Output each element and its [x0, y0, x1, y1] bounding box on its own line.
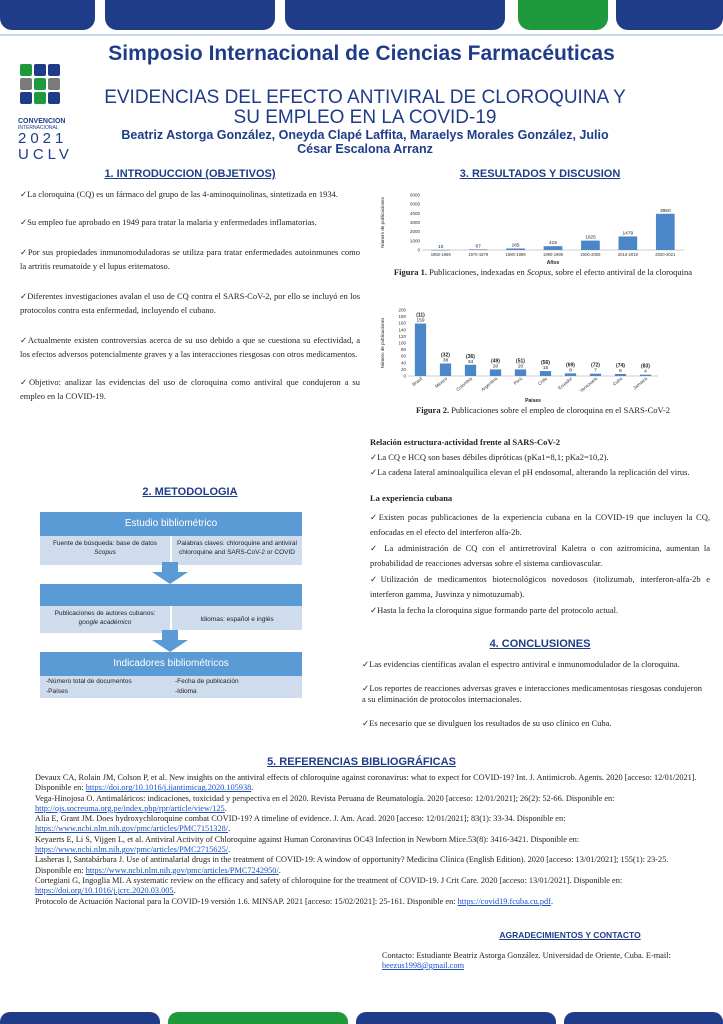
- bar: [431, 250, 450, 251]
- method-box2-left: [40, 606, 170, 633]
- logo-year: 2021: [18, 130, 68, 147]
- x-tick-label: Ecuador: [557, 375, 574, 391]
- y-axis-label: Número de publicaciones: [380, 317, 385, 369]
- reference-end: .: [224, 803, 227, 813]
- reference-end: .: [550, 896, 554, 906]
- method-box3-title: Indicadores bibliométricos: [40, 652, 302, 676]
- bar: [469, 249, 488, 250]
- contact-text: Contacto: Estudiante Beatriz Astorga González. Universidad de Oriente, Cuba. E-mail:: [382, 951, 671, 960]
- x-tick-label: Colombia: [455, 375, 474, 392]
- references-list: [35, 773, 697, 907]
- bar: [565, 373, 576, 376]
- sar-title: Relación estructura-actividad frente al SARS-CoV-2: [370, 437, 560, 447]
- x-tick-label: 1970-1979: [468, 252, 489, 257]
- sar-item: ✓La cadena lateral aminoalquílica elevan el pH endosomal, alterando la replicación del virus.: [370, 467, 690, 477]
- rank-label: (69): [566, 362, 575, 369]
- method-box1-right: Palabras claves: chloroquine and antiviral chloroquine and SARS-CoV-2 or COVID: [172, 536, 302, 565]
- bar: [544, 246, 563, 250]
- data-label: 38: [442, 358, 449, 364]
- reference-item: [35, 773, 697, 794]
- bar: [415, 324, 426, 376]
- reference-end: .: [278, 865, 281, 875]
- reference-text: Devaux CA, Rolain JM, Colson P, et al. New insights on the antiviral effects of chloroquine against coronavirus: what to expect for COVID-19? Int. J. Antimicrob. Agents. 2020 [acceso: 12/01/2021]. Disponible en:: [35, 773, 697, 793]
- rank-label: (72): [591, 362, 600, 369]
- y-tick-label: 100: [398, 340, 406, 346]
- bar: [465, 365, 476, 376]
- data-label: 6: [619, 369, 622, 375]
- reference-link[interactable]: http://ojs.socreuma.org.pe/index.php/rpr/article/view/125: [35, 803, 225, 813]
- y-tick-label: 180: [398, 314, 406, 320]
- figure1-chart: [378, 188, 698, 266]
- figure1-text-b: , sobre el efecto antiviral de la cloroquina: [550, 267, 693, 277]
- rank-label: (51): [516, 358, 525, 365]
- bar: [440, 363, 451, 376]
- reference-link[interactable]: https://www.ncbi.nlm.nih.gov/pmc/articles/PMC7242950/: [85, 865, 279, 875]
- rank-label: (32): [441, 352, 450, 359]
- poster-title: Simposio Internacional de Ciencias Farmacéuticas: [108, 42, 615, 65]
- search-source-db: Scopus: [94, 549, 116, 556]
- y-tick-label: 120: [398, 333, 406, 339]
- header-tab-3: [285, 0, 505, 30]
- reference-link[interactable]: https://doi.org/10.1016/j.ijantimicag.2020.105938: [85, 783, 252, 793]
- contact-email-link[interactable]: beezus1998@gmail.com: [382, 961, 465, 970]
- bar: [490, 369, 501, 376]
- indicator-countries: -Países: [46, 688, 69, 695]
- cuba-title: La experiencia cubana: [370, 493, 453, 503]
- y-tick-label: 80: [400, 347, 406, 353]
- header-tab-4: [518, 0, 608, 30]
- reference-link[interactable]: https://www.ncbi.nlm.nih.gov/pmc/articles/PMC7151328/: [35, 824, 229, 834]
- y-tick-label: 3000: [409, 220, 420, 225]
- sar-item: ✓La CQ e HCQ son bases débiles dipróticas (pKa1=8,1; pKa2=10,2).: [370, 452, 609, 462]
- x-tick-label: 2010-2019: [617, 252, 638, 257]
- reference-item: [35, 814, 697, 835]
- data-label: 165: [511, 243, 520, 249]
- bar: [506, 248, 525, 250]
- x-tick-label: México: [434, 375, 449, 389]
- references-heading: 5. REFERENCIAS BIBLIOGRÁFICAS: [267, 756, 456, 768]
- conclusion-text: Las evidencias científicas avalan el espectro antiviral e inmunomodulador de la cloroquina.: [369, 659, 680, 669]
- reference-text: Protocolo de Actuación Nacional para la COVID-19 versión 1.6. MINSAP. 2021 [acceso: 15/02/2021]: 25-161. Disponible en:: [35, 896, 458, 906]
- bar: [640, 375, 651, 376]
- conclusions-body: [362, 659, 702, 729]
- sar-item-text: La CQ e HCQ son bases débiles dipróticas (pKa1=8,1; pKa2=10,2).: [377, 452, 609, 462]
- data-label: 7: [594, 368, 597, 374]
- bar: [515, 369, 526, 376]
- reference-text: Keyaerts E, Li S, Vijgen L, et al. Antiviral Activity of Chloroquine against Human Coronavirus OC43 Infection in Newborn Mice.53(8): 3416-3421. Disponible en:: [35, 834, 580, 844]
- x-tick-label: Argentina: [480, 375, 499, 393]
- rank-label: (56): [541, 360, 550, 367]
- poster-subtitle: EVIDENCIAS DEL EFECTO ANTIVIRAL DE CLOROQUINA Y SU EMPLEO EN LA COVID-19: [104, 87, 626, 128]
- figure1-label: Figura 1.: [393, 267, 427, 277]
- x-tick-label: Brasil: [411, 375, 424, 388]
- conclusion-item: ✓Es necesario que se divulguen los resultados de su uso clínico en Cuba.: [362, 718, 612, 728]
- header-tab-1: [0, 0, 95, 30]
- reference-link[interactable]: https://www.ncbi.nlm.nih.gov/pmc/articles/PMC2715625/: [35, 845, 229, 855]
- reference-item: [35, 855, 697, 876]
- event-logo: [18, 64, 73, 164]
- bar: [615, 374, 626, 376]
- intro-paragraph: ✓Objetivo: analizar las evidencias del uso de cloroquina como antiviral que condujeron a su empleo en la COVID-19.: [20, 377, 360, 401]
- data-label: 20: [492, 364, 499, 370]
- y-tick-label: 2000: [409, 229, 420, 235]
- y-tick-label: 140: [398, 327, 406, 333]
- y-tick-label: 4000: [409, 210, 420, 216]
- figure2-caption: [378, 405, 708, 415]
- data-label: 34: [467, 359, 474, 365]
- footer-tab-3: [356, 1012, 556, 1024]
- contact-block: [382, 951, 682, 971]
- y-tick-label: 160: [398, 320, 406, 326]
- cuban-pubs-label: Publicaciones de autores cubanos:: [54, 610, 156, 617]
- data-label: 1479: [622, 231, 634, 237]
- y-tick-label: 0: [403, 373, 406, 379]
- rank-label: (83): [641, 363, 650, 370]
- figure2-text: Publicaciones sobre el empleo de cloroquina en el SARS-CoV-2: [449, 405, 670, 415]
- indicator-docs: -Número total de documentos: [46, 678, 132, 685]
- intro-paragraph: ✓Actualmente existen controversias acerca de su uso debido a que se cuestiona su efectividad, a los efectos adversos potencialmente graves y a las interacciones riesgosas con otros medicamentos.: [20, 335, 360, 359]
- method-box1-left: [40, 536, 170, 565]
- header-tab-5: [616, 0, 723, 30]
- y-tick-label: 200: [398, 307, 406, 313]
- data-label: 4: [644, 369, 647, 375]
- reference-text: Lasheras I, Santabárbara J. Use of antimalarial drugs in the treatment of COVID-19: A window of opportunity? Medicina Clínica (English Edition). 2020 [acceso: 13/01/2021]; 155(1): 23-25. Disponible en:: [35, 855, 669, 875]
- conclusion-text: Es necesario que se divulguen los resultados de su uso clínico en Cuba.: [369, 718, 612, 728]
- reference-link[interactable]: https://covid19.fcuba.cu.pdf: [457, 896, 551, 906]
- reference-end: .: [173, 886, 176, 896]
- x-tick-label: Venezuela: [578, 375, 599, 394]
- intro-text-3: Por sus propiedades inmunomoduladoras se utiliza para tratar enfermedades autoinmunes como la artritis reumatoide y el lupus eritematoso.: [20, 247, 360, 271]
- reference-end: .: [251, 783, 254, 793]
- header-tab-2: [105, 0, 275, 30]
- y-axis-label: Número de publicaciones: [380, 197, 385, 248]
- figure1-caption: [378, 267, 708, 277]
- data-label: 10: [438, 244, 444, 250]
- reference-item: [35, 876, 697, 897]
- method-box2-bar: [40, 584, 302, 606]
- x-tick-label: 2020-2021: [655, 252, 676, 257]
- reference-text: Cortegiani G, Ingoglia MI. A systematic review on the efficacy and safety of chloroquine for the treatment of COVID-19. J Crit Care. 2020 [acceso: 13/01/2021]. Disponible en:: [35, 875, 623, 885]
- cuba-item: ✓ La administración de CQ con el antirretroviral Kaletra o con azitromicina, aumentan la probabilidad de reacciones adversas sobre el sistema cardiovascular.: [370, 542, 710, 568]
- data-label: 159: [416, 318, 425, 324]
- data-label: 20: [517, 364, 524, 370]
- data-label: 8: [569, 368, 572, 374]
- cuba-section: [370, 491, 710, 618]
- rank-label: (74): [616, 363, 625, 370]
- intro-text-6: Objetivo: analizar las evidencias del uso de cloroquina como antiviral que condujeron a su empleo en la COVID-19.: [20, 377, 360, 401]
- figure2-label: Figura 2.: [416, 405, 450, 415]
- reference-item: [35, 794, 697, 815]
- cuba-item: ✓Existen pocas publicaciones de la experiencia cubana en la COVID-19 que incluyen la CQ, enfocadas en el efecto del interferon alfa-2b.: [370, 511, 710, 537]
- bar: [581, 241, 600, 250]
- footer-tab-2: [168, 1012, 348, 1024]
- reference-text: Alia E, Grant JM. Does hydroxychloroquine combat COVID-19? A timeline of evidence. J. Am. Acad. 2020 [acceso: 12/01/2021]; 83(1): 33-34. Disponible en:: [35, 814, 566, 824]
- reference-item: [35, 835, 697, 856]
- intro-text-5: Actualmente existen controversias acerca de su uso debido a que se cuestiona su efectividad, a los efectos adversos potencialmente graves y a las interacciones riesgosas con otros medicamentos.: [20, 335, 360, 359]
- cuba-item: ✓Utilización de medicamentos biotecnológicos novedosos (itolizumab, interferon-alfa-2b e interferon gamma, Jusvinza y nimotuzumab).: [370, 573, 711, 599]
- footer-tab-1: [0, 1012, 160, 1024]
- conclusion-item: ✓Las evidencias científicas avalan el espectro antiviral e inmunomodulador de la cloroquina.: [362, 659, 680, 669]
- y-tick-label: 0: [417, 247, 420, 253]
- intro-paragraph: ✓Por sus propiedades inmunomoduladoras se utiliza para tratar enfermedades autoinmunes como la artritis reumatoide y el lupus eritematoso.: [20, 247, 360, 271]
- x-axis-label: Años: [546, 260, 560, 266]
- data-label: 15: [542, 366, 549, 372]
- reference-end: .: [228, 824, 231, 834]
- arrow-down-icon: [150, 562, 190, 584]
- method-box1-title: Estudio bibliométrico: [40, 512, 302, 536]
- x-tick-label: 1950-1969: [430, 252, 451, 257]
- rank-label: (49): [491, 358, 500, 365]
- cuba-item-text: Hasta la fecha la cloroquina sigue formando parte del protocolo actual.: [377, 604, 619, 615]
- sar-section: [370, 435, 710, 480]
- cuban-pubs-source: google académico: [78, 619, 132, 626]
- figure1-text-em: Scopus: [526, 267, 551, 277]
- reference-link[interactable]: https://doi.org/10.1016/j.jcrc.2020.03.005: [35, 886, 174, 896]
- conclusion-item: ✓Los reportes de reacciones adversas graves e interacciones medicamentosas riesgosas condujeron a su eliminación de protocolos internacionales.: [362, 683, 702, 704]
- reference-text: Vega-Hinojosa O. Antimaláricos: indicaciones, toxicidad y perspectiva en el 2020. Revista Peruana de Reumatología. 2020 [acceso: 12/01/2021]; 26(2): 52-66. Disponible en:: [35, 793, 615, 803]
- bar: [619, 236, 638, 250]
- logo-org: UCLV: [18, 146, 73, 163]
- cuba-item-text: Existen pocas publicaciones de la experiencia cubana en la COVID-19 que incluyen la CQ, enfocadas en el efecto del interferon alfa-2b.: [370, 511, 710, 537]
- x-tick-label: 1980-1989: [505, 252, 526, 257]
- x-tick-label: Perú: [512, 375, 524, 386]
- intro-text-1: La cloroquina (CQ) es un fármaco del grupo de las 4-aminoquinolinas, sintetizada en 1934.: [27, 189, 338, 199]
- figure2-chart: [378, 306, 678, 404]
- data-label: 415: [548, 241, 558, 247]
- indicator-language: -Idioma: [175, 688, 197, 695]
- y-tick-label: 1000: [409, 238, 420, 244]
- reference-item: [35, 897, 697, 907]
- intro-paragraph: ✓La cloroquina (CQ) es un fármaco del grupo de las 4-aminoquinolinas, sintetizada en 1934.: [20, 189, 338, 199]
- y-tick-label: 5000: [409, 201, 420, 207]
- thanks-heading: AGRADECIMIENTOS Y CONTACTO: [499, 930, 641, 940]
- data-label: 67: [475, 244, 481, 250]
- rank-label: (36): [466, 353, 475, 360]
- reference-end: .: [228, 845, 231, 855]
- method-box2-right: Idiomas: español e inglés: [172, 606, 302, 630]
- intro-body: [20, 187, 360, 417]
- x-tick-label: 2000-2009: [580, 252, 601, 257]
- intro-paragraph: ✓Diferentes investigaciones avalan el uso de CQ contra el SARS-CoV-2, por ello se incluyó en los protocolos contra esta enfermedad, incluyendo el cubano.: [20, 291, 361, 315]
- method-heading: 2. METODOLOGIA: [142, 486, 238, 498]
- intro-text-4: Diferentes investigaciones avalan el uso de CQ contra el SARS-CoV-2, por ello se incluyó en los protocolos contra esta enfermedad, incluyendo el cubano.: [20, 291, 361, 315]
- y-tick-label: 20: [400, 366, 406, 372]
- x-tick-label: Cuba: [611, 375, 624, 387]
- logo-line1: CONVENCION: [18, 118, 66, 125]
- conclusion-text: Los reportes de reacciones adversas graves e interacciones medicamentosas riesgosas condujeron a su eliminación de protocolos internacionales.: [362, 683, 702, 704]
- intro-paragraph: ✓Su empleo fue aprobado en 1949 para tratar la malaria y enfermedades inflamatorias.: [20, 217, 317, 227]
- x-tick-label: Chile: [537, 375, 549, 387]
- bar: [540, 371, 551, 376]
- logo-line2: INTERNACIONAL: [18, 125, 59, 131]
- x-tick-label: 1990-1999: [542, 252, 564, 257]
- cuba-item-text: La administración de CQ con el antirretroviral Kaletra o con azitromicina, aumentan la probabilidad de reacciones adversas sobre el sistema cardiovascular.: [370, 542, 710, 568]
- cuba-item: ✓Hasta la fecha la cloroquina sigue formando parte del protocolo actual.: [370, 604, 619, 615]
- data-label: 1025: [585, 235, 596, 241]
- bar: [590, 374, 601, 376]
- x-tick-label: Jamaica: [632, 375, 649, 391]
- bar: [656, 214, 675, 250]
- y-tick-label: 6000: [409, 192, 420, 198]
- y-tick-label: 60: [400, 353, 406, 359]
- intro-heading: 1. INTRODUCCION (OBJETIVOS): [104, 168, 276, 180]
- data-label: 3950: [659, 208, 671, 214]
- cuba-item-text: Utilización de medicamentos biotecnológicos novedosos (itolizumab, interferon-alfa-2b e interferon gamma, Jusvinza y nimotuzumab).: [370, 573, 711, 599]
- authors: Beatriz Astorga González, Oneyda Clapé Laffita, Maraelys Morales González, Julio César Escalona Arranz: [121, 128, 609, 156]
- figure1-text-a: Publicaciones, indexadas en: [426, 267, 527, 277]
- footer-tab-4: [564, 1012, 723, 1024]
- results-heading: 3. RESULTADOS Y DISCUSION: [459, 168, 621, 180]
- header-rule: [0, 34, 723, 36]
- y-tick-label: 40: [400, 360, 406, 366]
- method-box3-body: [40, 676, 302, 698]
- intro-text-2: Su empleo fue aprobado en 1949 para tratar la malaria y enfermedades inflamatorias.: [27, 217, 317, 227]
- arrow-down-icon: [150, 630, 190, 652]
- sar-item-text: La cadena lateral aminoalquílica elevan el pH endosomal, alterando la replicación del virus.: [377, 467, 690, 477]
- search-source-label: Fuente de búsqueda: base de datos: [52, 540, 158, 547]
- rank-label: (11): [416, 312, 425, 319]
- indicator-date: -Fecha de publicación: [175, 678, 239, 685]
- logo-mark-icon: [18, 64, 70, 112]
- conclusions-heading: 4. CONCLUSIONES: [489, 638, 591, 650]
- x-axis-label: Países: [525, 398, 541, 404]
